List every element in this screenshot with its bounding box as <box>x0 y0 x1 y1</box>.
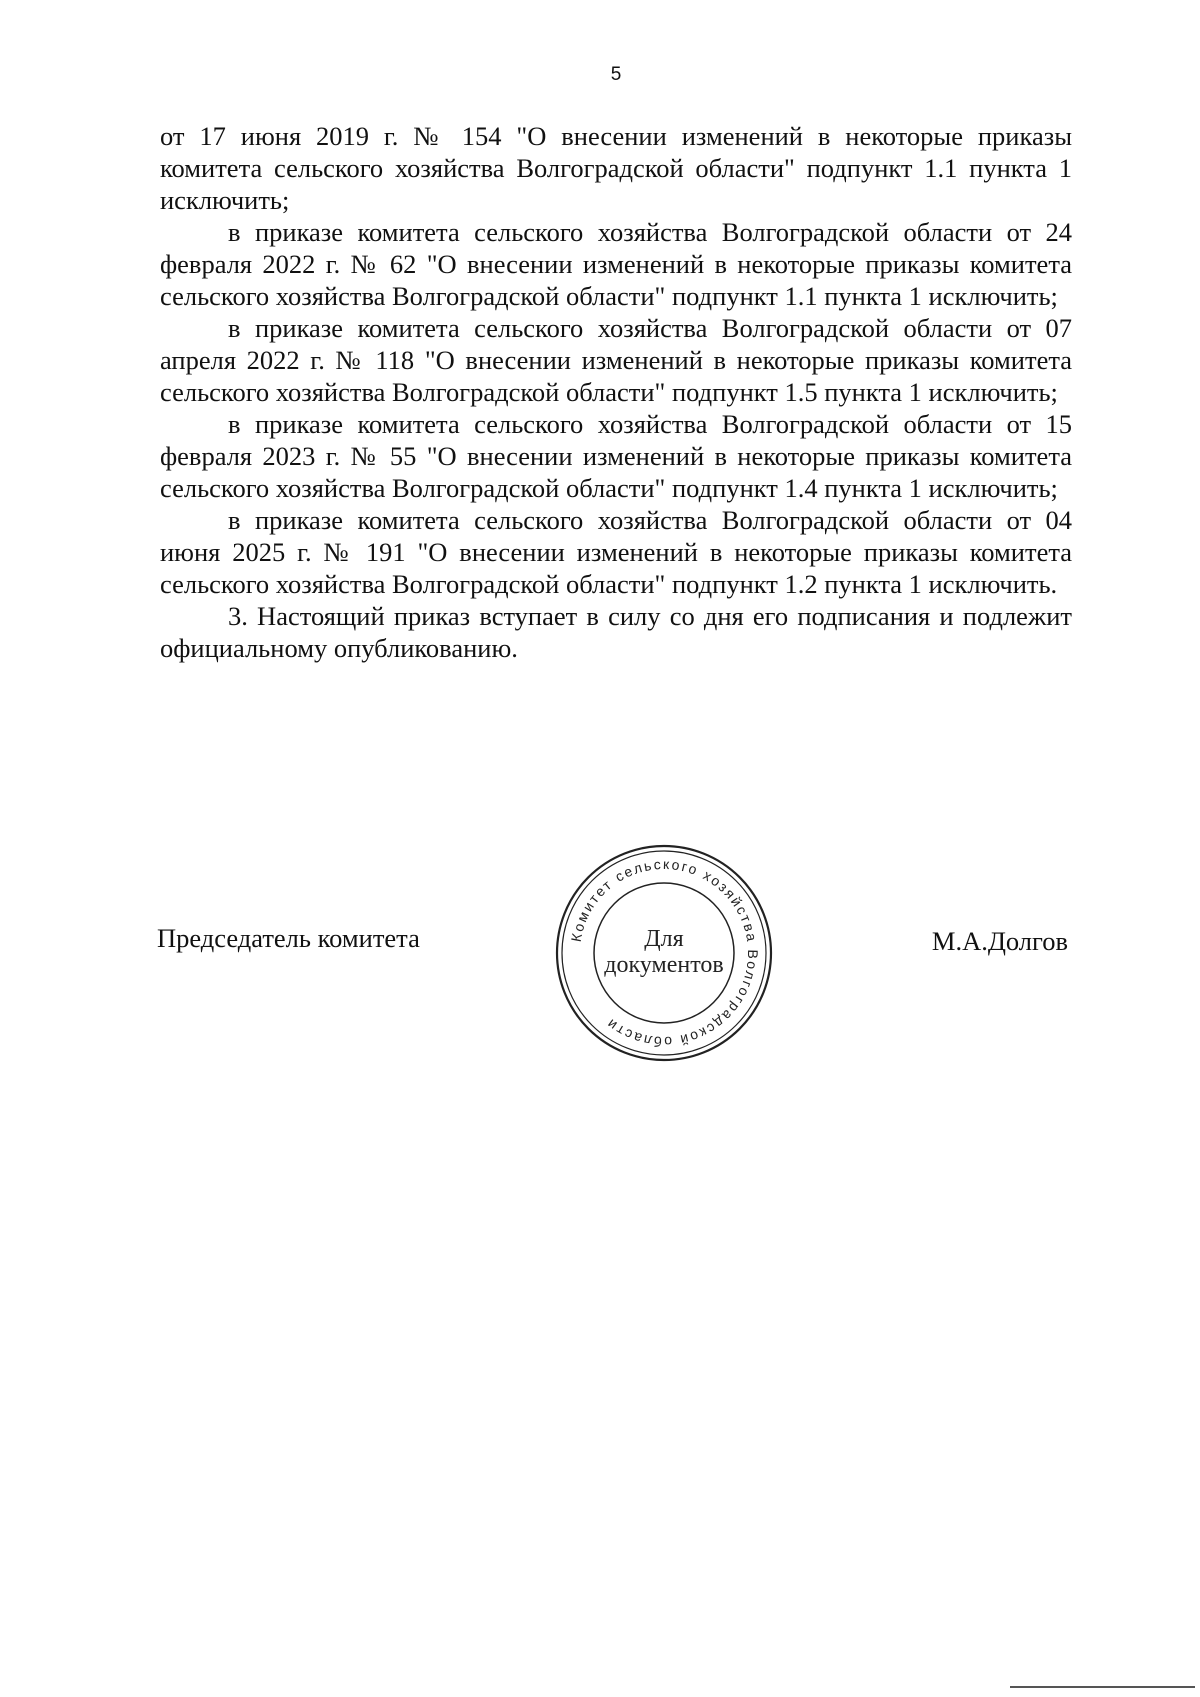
paragraph: в приказе комитета сельского хозяйства Волгоградской области от 15 февраля 2023 г. № 55 "О внесении изменений в некоторые приказы комитета сельского хозяйства Волгоградской области" подпункт 1.4 пункта 1 исключить; <box>160 409 1072 503</box>
signatory-name: М.А.Долгов <box>931 926 1068 956</box>
signatory-position: Председатель комитета <box>157 923 420 953</box>
paragraph: в приказе комитета сельского хозяйства Волгоградской области от 24 февраля 2022 г. № 62 "О внесении изменений в некоторые приказы комитета сельского хозяйства Волгоградской области" подпункт 1.1 пункта 1 исключить; <box>160 217 1072 311</box>
seal-center-line-2: документов <box>604 952 724 978</box>
official-seal <box>553 842 775 1064</box>
document-body <box>160 120 1072 664</box>
paragraph: в приказе комитета сельского хозяйства Волгоградской области от 04 июня 2025 г. № 191 "О внесении изменений в некоторые приказы комитета сельского хозяйства Волгоградской области" подпункт 1.2 пункта 1 исключить. <box>160 505 1072 599</box>
paragraph: 3. Настоящий приказ вступает в силу со дня его подписания и подлежит официальному опубликованию. <box>160 601 1072 663</box>
paragraph: от 17 июня 2019 г. № 154 "О внесении изменений в некоторые приказы комитета сельского хозяйства Волгоградской области" подпункт 1.1 пункта 1 исключить; <box>160 121 1072 215</box>
footer-divider <box>1010 1686 1195 1688</box>
paragraph: в приказе комитета сельского хозяйства Волгоградской области от 07 апреля 2022 г. № 118 "О внесении изменений в некоторые приказы комитета сельского хозяйства Волгоградской области" подпункт 1.5 пункта 1 исключить; <box>160 313 1072 407</box>
seal-ring-path: Комитет сельского хозяйства Волгоградской области <box>567 855 762 1051</box>
seal-icon <box>553 842 775 1064</box>
seal-center-line-1: Для <box>644 926 684 952</box>
page-number: 5 <box>610 64 622 85</box>
